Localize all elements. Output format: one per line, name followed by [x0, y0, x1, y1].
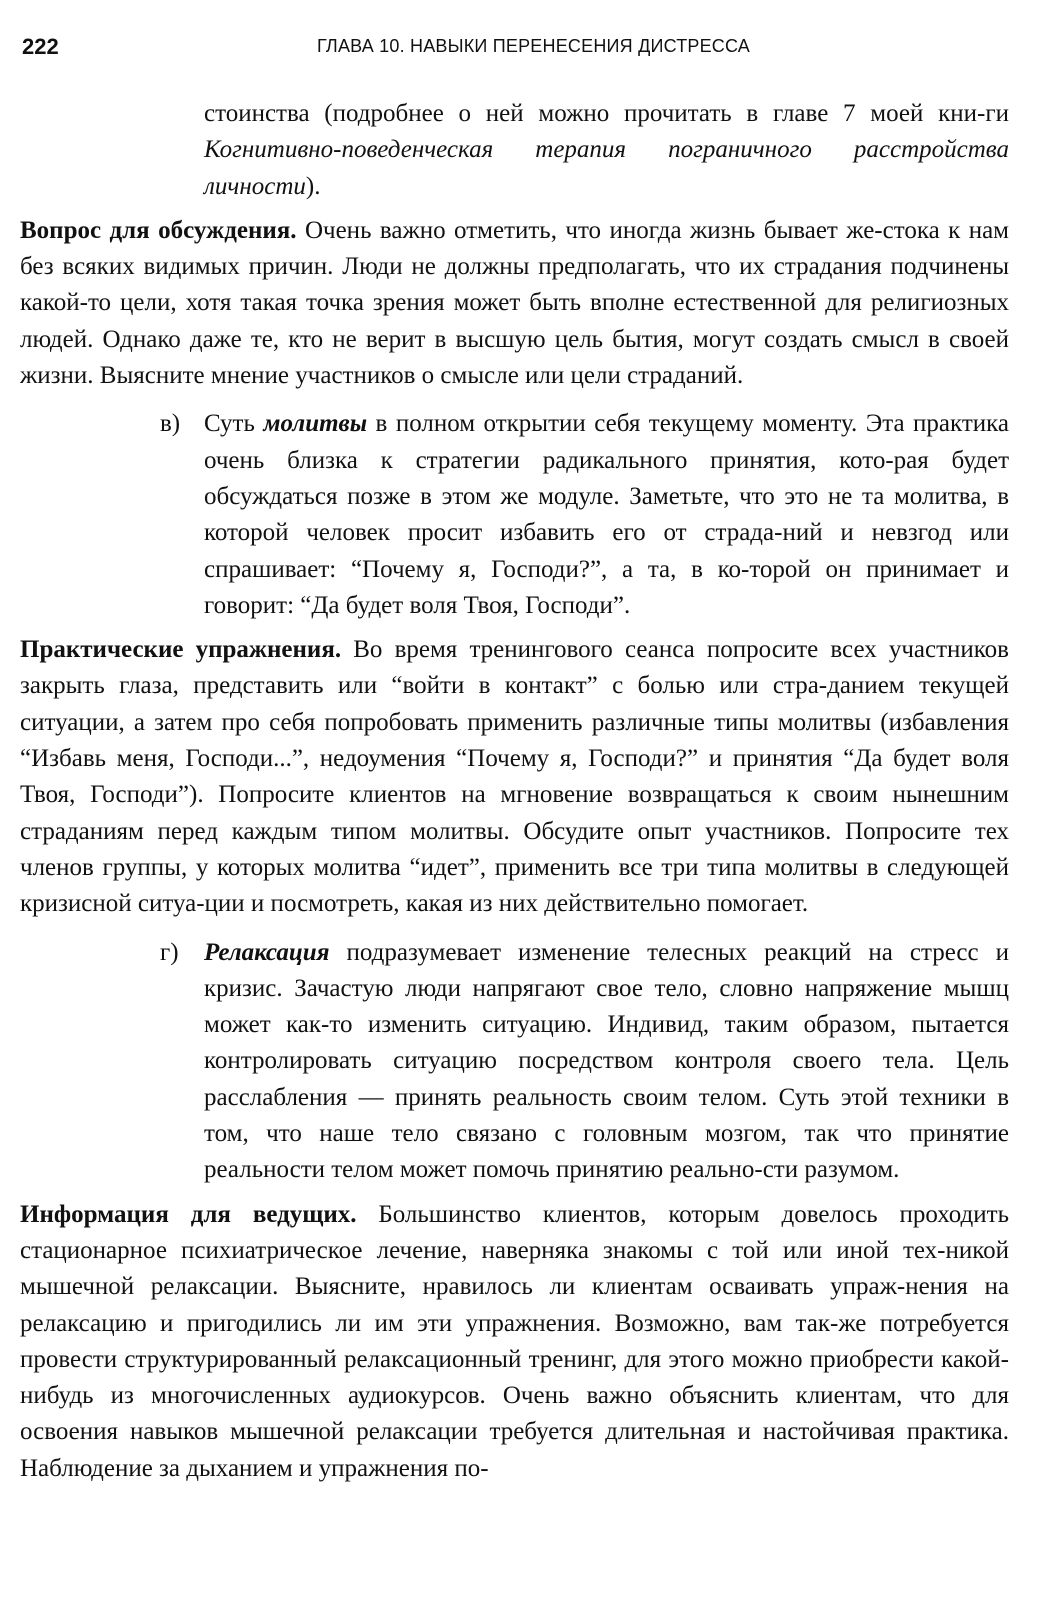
item-g-term: Релаксация [204, 938, 330, 966]
list-item-v [20, 406, 1009, 624]
discussion-paragraph [20, 213, 1009, 394]
info-text: Большинство клиентов, которым довелось проходить стационарное психиатрическое лечение, наверняка знакомы с той или иной тех-никой мышечной релаксации. Выясните, нравилось ли клиентам осваивать упраж-нения на релаксацию и пригодились ли им эти упражнения. Возможно, вам так-же потребуется провести структурированный релаксационный тренинг, для этого можно приобрести какой-нибудь из многочисленных аудиокурсов. Очень важно объяснить клиентам, что для освоения навыков мышечной релаксации требуется длительная и настойчивая практика. Наблюдение за дыханием и упражнения по- [20, 1200, 1009, 1482]
item-v-text: в полном открытии себя текущему моменту. Эта практика очень близка к стратегии радикального принятия, кото-рая будет обсуждаться позже в этом же модуле. Заметьте, что это не та молитва, в которой человек просит избавить его от страда-ний и невзгод или спрашивает: “Почему я, Господи?”, а та, в ко-торой он принимает и говорит: “Да будет воля Твоя, Господи”. [204, 410, 1009, 619]
continuation-paragraph [204, 96, 1009, 205]
item-v-lead: Суть [204, 410, 264, 438]
practice-text: Во время тренингового сеанса попросите всех участников закрыть глаза, представить или “войти в контакт” с болью или стра-данием текущей ситуации, а затем про себя попробовать применить различные типы молитвы (избавления “Избавь меня, Господи...”, недоумения “Почему я, Господи?” и принятия “Да будет воля Твоя, Господи”). Попросите клиентов на мгновение возвращаться к своим нынешним страданиям перед каждым типом молитвы. Обсудите опыт участников. Попросите тех членов группы, у которых молитва “идет”, применить все три типа молитвы в следующей кризисной ситуа-ции и посмотреть, какая из них действительно помогает. [20, 636, 1009, 918]
page-body [20, 96, 1009, 1487]
discussion-heading: Вопрос для обсуждения. [20, 216, 297, 244]
info-paragraph [20, 1197, 1009, 1487]
page-number: 222 [22, 34, 59, 59]
info-heading: Информация для ведущих. [20, 1200, 357, 1228]
continuation-end: ). [305, 172, 321, 200]
book-title: Когнитивно-поведенческая терапия пограничного расстройства личности [204, 136, 1009, 200]
item-v-term: молитвы [263, 410, 368, 438]
list-marker-g: г) [160, 938, 179, 966]
item-g-text: подразумевает изменение телесных реакций на стресс и кризис. Зачастую люди напрягают свое тело, словно напряжение мышц может как-то изменить ситуацию. Индивид, таким образом, пытается контролировать ситуацию посредством контроля своего тела. Цель расслабления — принять реальность своим телом. Суть этой техники в том, что наше тело связано с головным мозгом, так что принятие реальности телом может помочь принятию реально-сти разумом. [204, 938, 1009, 1184]
practice-heading: Практические упражнения. [20, 636, 342, 664]
discussion-text: Очень важно отметить, что иногда жизнь бывает же-стока к нам без всяких видимых причин. Люди не должны предполагать, что их страдания подчинены какой-то цели, хотя такая точка зрения может быть вполне естественной для религиозных людей. Однако даже те, кто не верит в высшую цель бытия, могут создать смысл в своей жизни. Выясните мнение участников о смысле или цели страданий. [20, 216, 1009, 390]
practice-paragraph [20, 632, 1009, 922]
list-item-g [20, 935, 1009, 1189]
page-header [22, 34, 1008, 64]
continuation-text: стоинства (подробнее о ней можно прочитать в главе 7 моей кни-ги [204, 100, 1009, 127]
running-head: ГЛАВА 10. НАВЫКИ ПЕРЕНЕСЕНИЯ ДИСТРЕССА [317, 36, 751, 56]
list-marker-v: в) [160, 410, 181, 438]
